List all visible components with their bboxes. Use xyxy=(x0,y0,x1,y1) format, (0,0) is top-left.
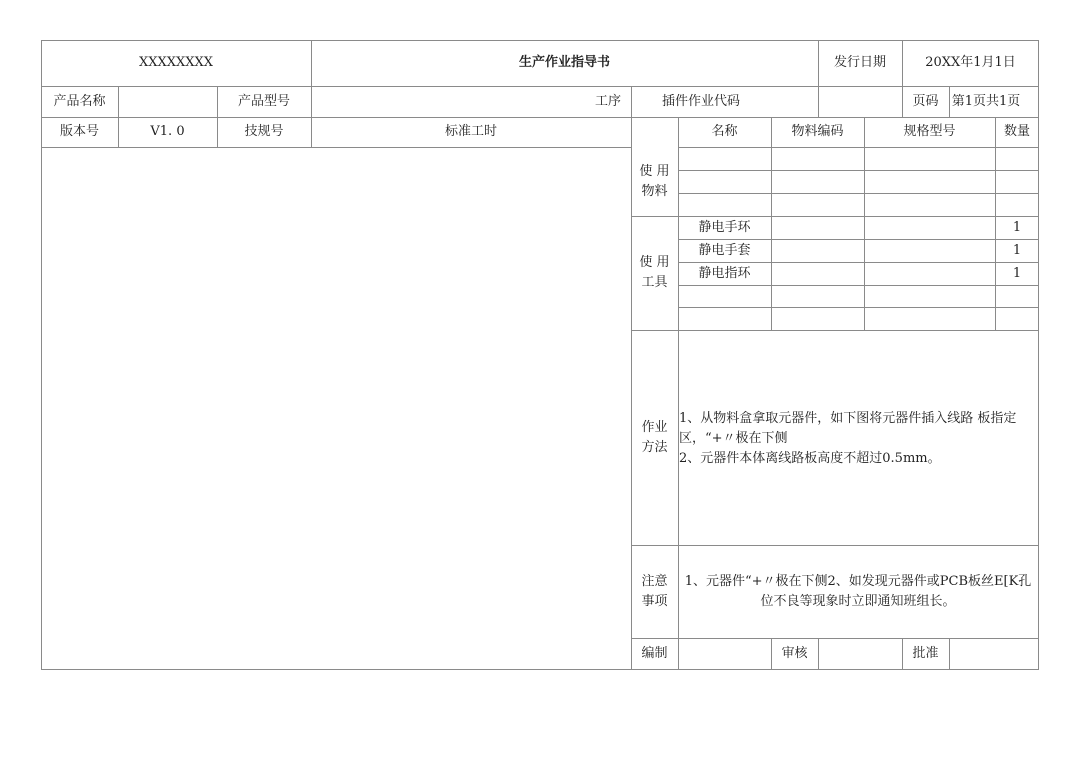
work-instruction-sheet xyxy=(41,40,1039,670)
material-header-spec: 规格型号 xyxy=(903,124,956,140)
material-header-code: 物料编码 xyxy=(791,124,844,140)
method-step-2: 2、元器件本体离线路板高度不超过0.5mm。 xyxy=(679,451,941,466)
method-section-label: 作业 方法 xyxy=(641,419,668,455)
prepared-by-label: 编制 xyxy=(641,646,668,662)
tool-name: 静电手套 xyxy=(698,242,751,258)
tool-qty: 1 xyxy=(1012,265,1022,281)
notes-section-label: 注意 事项 xyxy=(641,573,668,609)
issue-date-value: 20XX年1月1日 xyxy=(925,55,1016,71)
standard-time-label: 标准工时 xyxy=(444,124,497,140)
work-method-text xyxy=(679,409,1034,469)
issue-date-label: 发行日期 xyxy=(833,55,886,71)
material-header-qty: 数量 xyxy=(1003,124,1030,140)
tool-name: 静电手环 xyxy=(698,219,751,235)
notes-text: 1、元器件“+〃极在下侧2、如发现元器件或PCB板丝E[K孔位不良等现象时立即通知班组长。 xyxy=(684,574,1032,609)
materials-section-label: 使 用 物料 xyxy=(639,163,670,199)
reviewed-by-label: 审核 xyxy=(781,646,808,662)
product-name-value xyxy=(118,86,217,117)
material-header-name: 名称 xyxy=(711,124,738,140)
tool-name: 静电指环 xyxy=(698,265,751,281)
product-name-label: 产品名称 xyxy=(53,93,106,109)
approved-by-label: 批准 xyxy=(912,646,939,662)
product-model-label: 产品型号 xyxy=(237,93,290,109)
method-step-1: 1、从物料盒拿取元器件，如下图将元器件插入线路 板指定区，“+〃极在下侧 xyxy=(679,411,1017,446)
tools-section-label: 使 用 工具 xyxy=(639,255,670,290)
page-value: 第1页共1页 xyxy=(951,93,1021,109)
page-label: 页码 xyxy=(912,93,939,109)
company-name: XXXXXXXX xyxy=(138,55,214,71)
version-label: 版本号 xyxy=(59,124,99,140)
version-value: V1. 0 xyxy=(150,124,185,140)
process-label: 工序 xyxy=(594,93,621,109)
tool-qty: 1 xyxy=(1012,242,1022,258)
tool-qty: 1 xyxy=(1012,219,1022,235)
document-title: 生产作业指导书 xyxy=(518,55,610,71)
spec-number-label: 技规号 xyxy=(244,124,284,140)
process-code: 插件作业代码 xyxy=(661,93,740,109)
